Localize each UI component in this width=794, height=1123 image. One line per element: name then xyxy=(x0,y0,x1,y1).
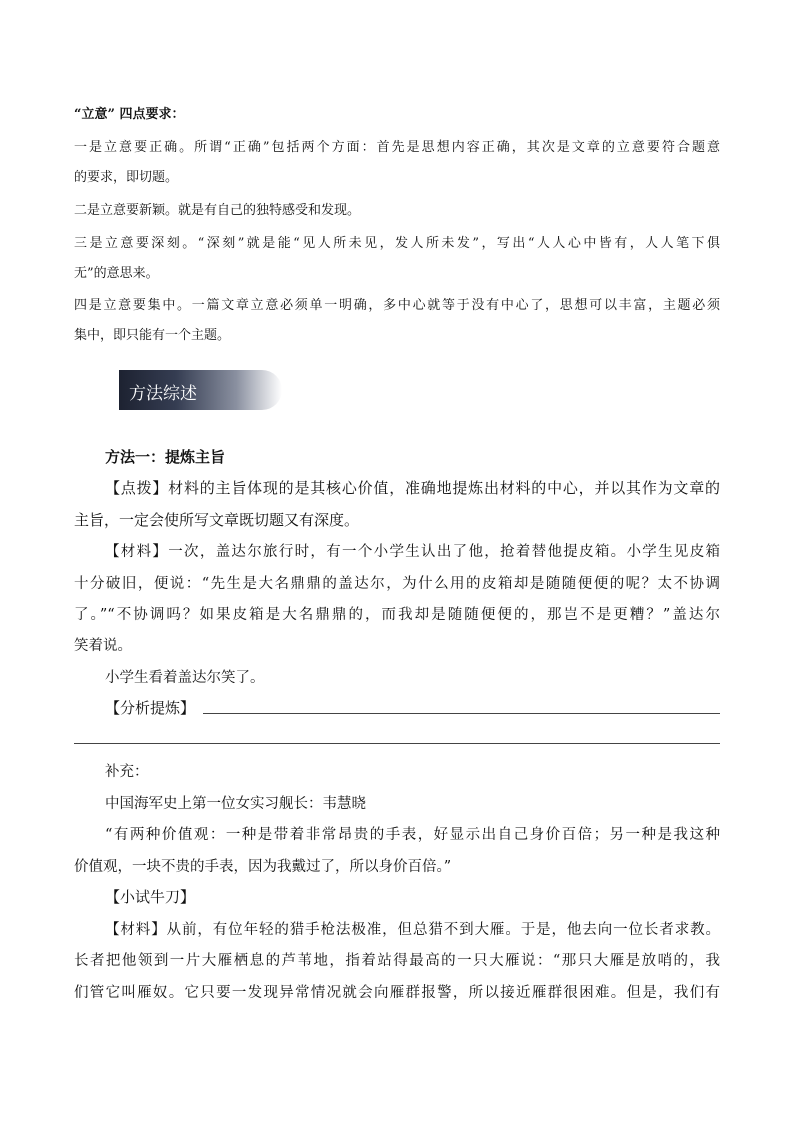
xiaoshi-line1: 【材料】从前，有位年轻的猎手枪法极准，但总猎不到大雁。于是，他去向一位长者求教。 xyxy=(105,922,720,938)
liyi-p3-line1: 三是立意要深刻。“深刻”就是能“见人所未见，发人所未发”，写出“人人心中皆有，人人笔下俱 xyxy=(74,236,720,251)
quote-line1: “有两种价值观：一种是带着非常昂贵的手表，好显示出自己身价百倍；另一种是我这种 xyxy=(105,827,720,843)
liyi-p3-line2: 无”的意思来。 xyxy=(74,266,159,281)
fenxi-label: 【分析提炼】 xyxy=(105,699,196,717)
buchong-line1: 中国海军史上第一位女实习舰长：韦慧晓 xyxy=(105,796,366,812)
quote-line2: 价值观，一块不贵的手表，因为我戴过了，所以身价百倍。” xyxy=(74,859,452,875)
buchong-label: 补充： xyxy=(105,764,149,780)
dianbo-line2: 主旨，一定会使所写文章既切题又有深度。 xyxy=(74,511,360,529)
cailiao-line4: 笑着说。 xyxy=(74,638,132,654)
liyi-p4-line1: 四是立意要集中。一篇文章立意必须单一明确，多中心就等于没有中心了，思想可以丰富，主题必须 xyxy=(74,298,720,313)
fenxi-answer-line-2 xyxy=(74,743,720,744)
liyi-heading: “立意” 四点要求： xyxy=(74,107,185,122)
fenxi-answer-line-1 xyxy=(203,713,720,714)
method1-heading: 方法一：提炼主旨 xyxy=(105,448,226,466)
xiaoshi-line2: 长者把他领到一片大雁栖息的芦苇地，指着站得最高的一只大雁说：“那只大雁是放哨的，我 xyxy=(74,953,720,969)
liyi-p4-line2: 集中，即只能有一个主题。 xyxy=(74,328,231,343)
section-banner xyxy=(119,370,282,410)
xiaoshi-label: 【小试牛刀】 xyxy=(105,888,196,906)
liyi-p1-line1: 一是立意要正确。所谓“正确”包括两个方面：首先是思想内容正确，其次是文章的立意要符合题意 xyxy=(74,140,720,155)
liyi-p1-line2: 的要求，即切题。 xyxy=(74,170,179,185)
cailiao-line2: 十分破旧，便说：“先生是大名鼎鼎的盖达尔，为什么用的皮箱却是随随便便的呢？太不协调 xyxy=(74,576,720,592)
cailiao-line3: 了。”“不协调吗？如果皮箱是大名鼎鼎的，而我却是随随便便的，那岂不是更糟？”盖达尔 xyxy=(74,607,720,623)
liyi-p2: 二是立意要新颖。就是有自己的独特感受和发现。 xyxy=(74,203,361,218)
xiaoshi-line3: 们管它叫雁奴。它只要一发现异常情况就会向雁群报警，所以接近雁群很困难。但是，我们有 xyxy=(74,985,720,1001)
cailiao-line5: 小学生看着盖达尔笑了。 xyxy=(105,670,265,686)
dianbo-line1: 【点拨】材料的主旨体现的是其核心价值，准确地提炼出材料的中心，并以其作为文章的 xyxy=(105,479,720,497)
section-banner-title: 方法综述 xyxy=(129,384,197,404)
cailiao-line1: 【材料】一次，盖达尔旅行时，有一个小学生认出了他，抢着替他提皮箱。小学生见皮箱 xyxy=(105,544,720,560)
